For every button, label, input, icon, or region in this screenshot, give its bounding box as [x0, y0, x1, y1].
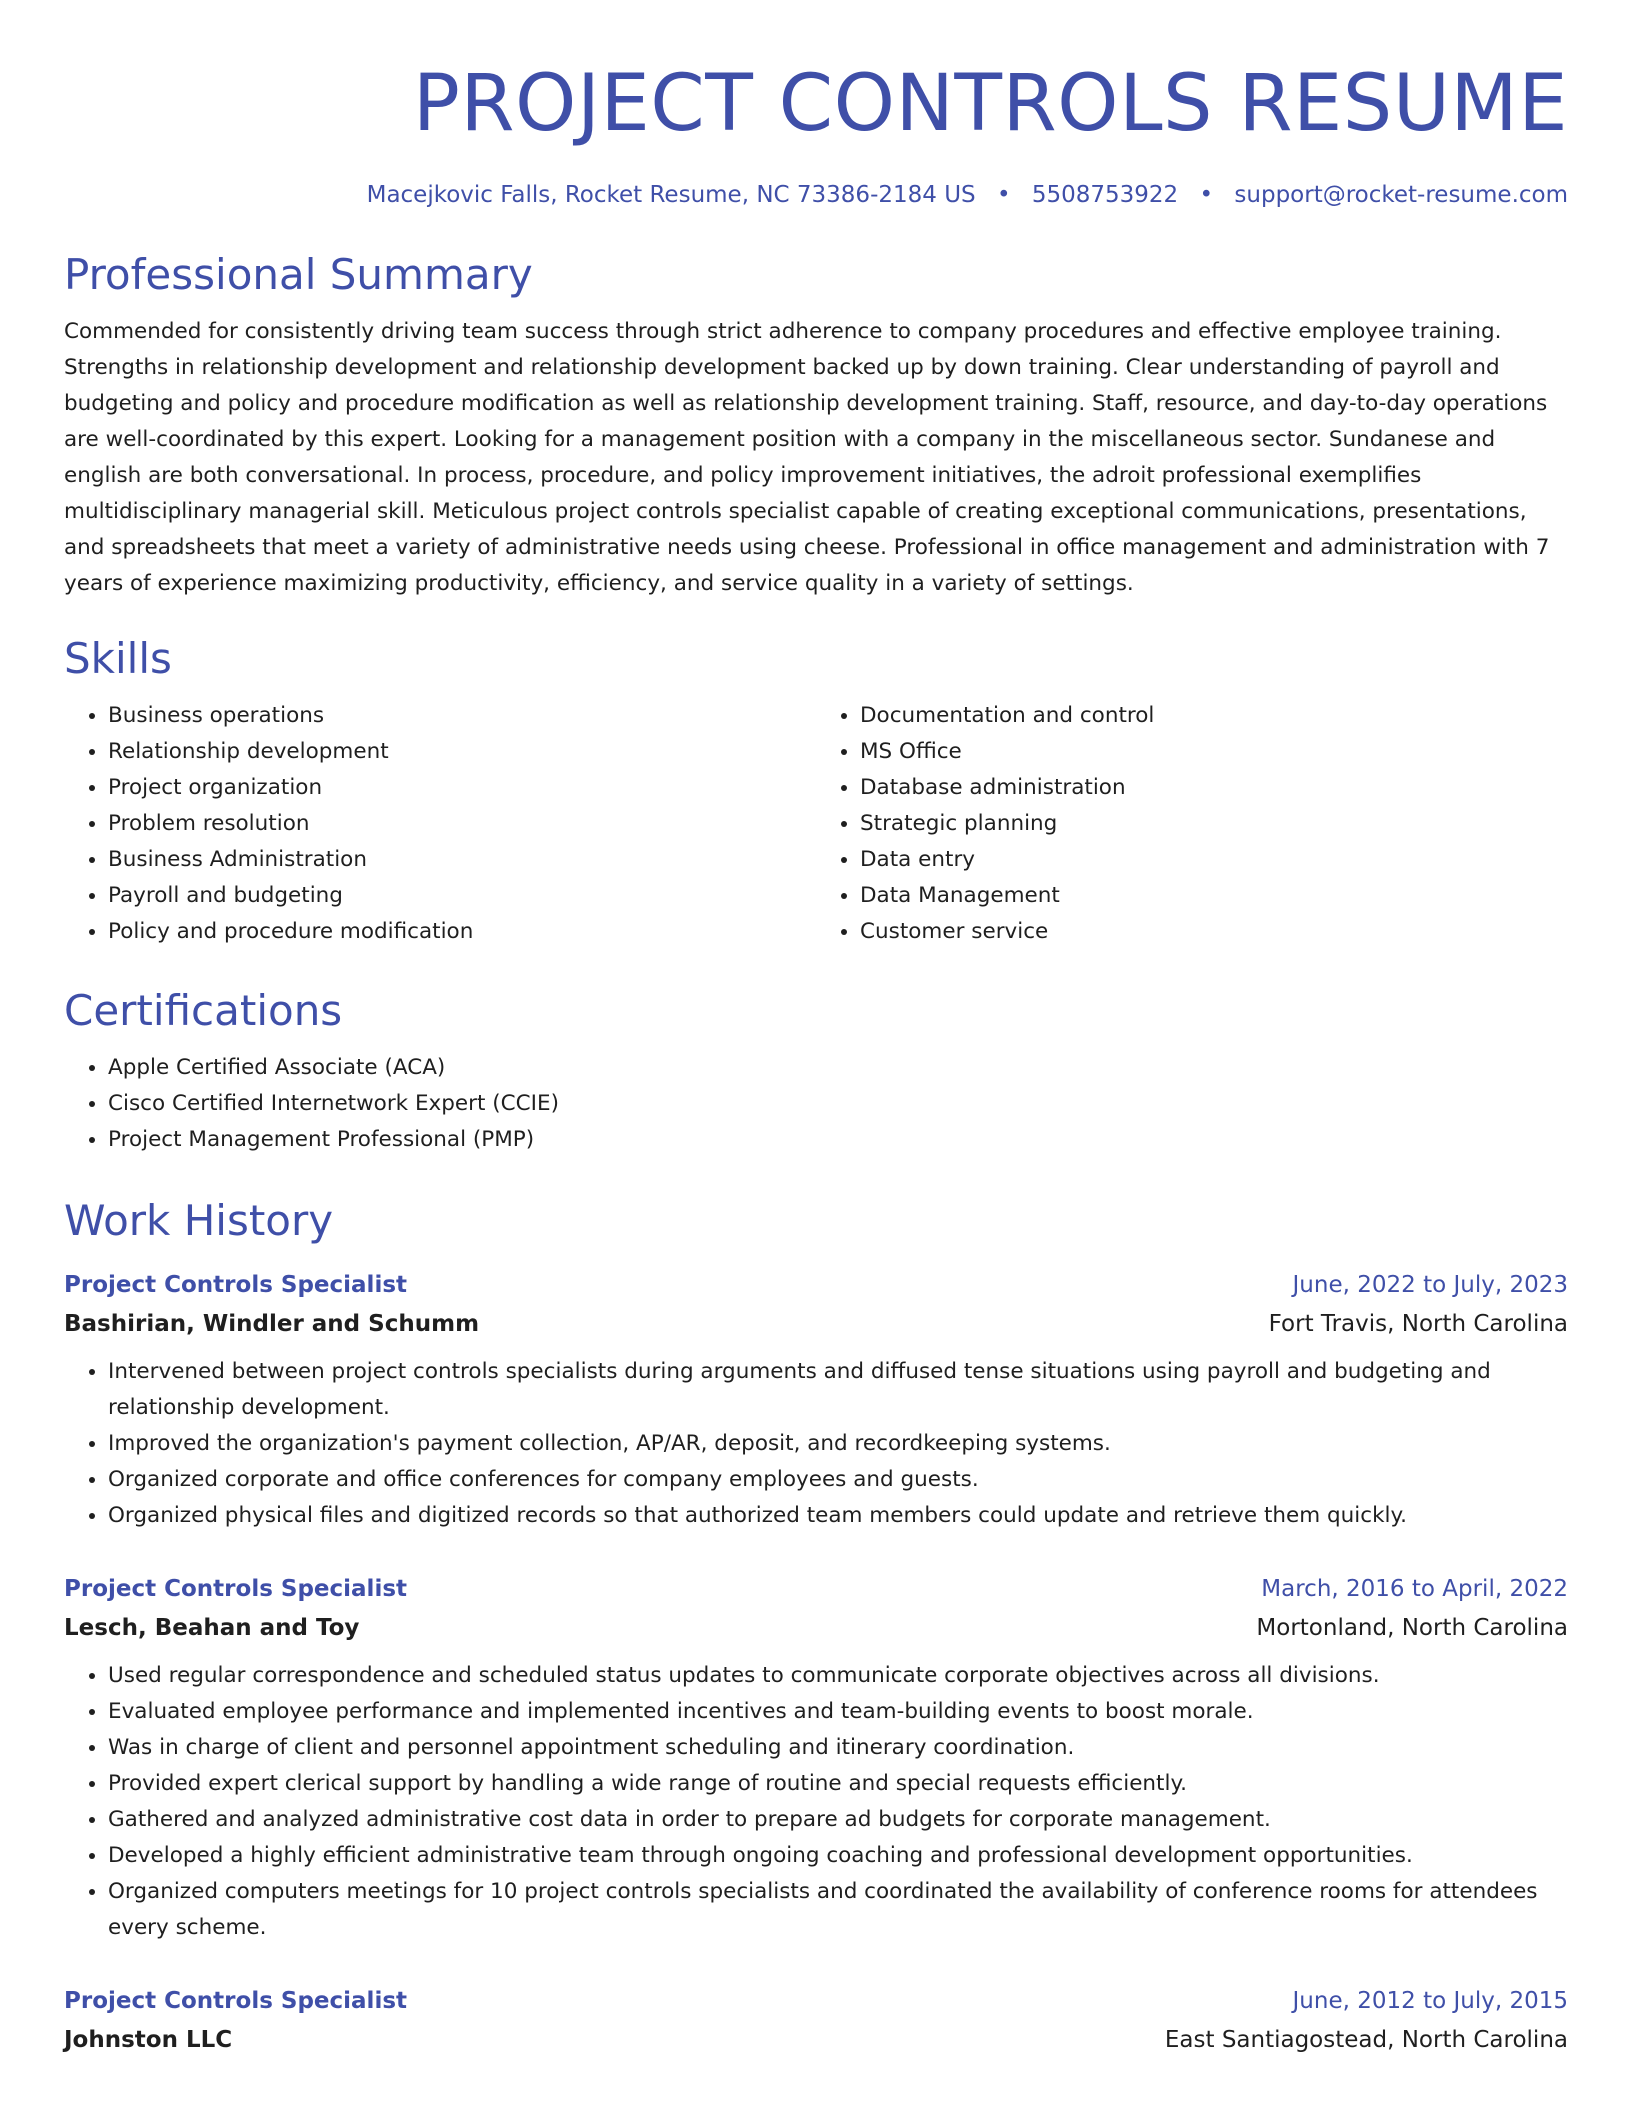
- job-title: Project Controls Specialist: [64, 1988, 408, 2014]
- job-bullet: • Gathered and analyzed administrative cost data in order to prepare ad budgets for corporate management.: [108, 1802, 1568, 1838]
- job-bullet: • Was in charge of client and personnel appointment scheduling and itinerary coordination.: [108, 1730, 1568, 1766]
- skill-item: • Relationship development: [108, 734, 816, 770]
- contact-separator: •: [1199, 182, 1214, 208]
- resume-title: PROJECT CONTROLS RESUME: [412, 59, 1568, 149]
- skill-item: • Strategic planning: [860, 806, 1568, 842]
- job-bullet: • Organized computers meetings for 10 project controls specialists and coordinated the availability of conference rooms for attendees every scheme.: [108, 1874, 1568, 1946]
- resume-page: [64, 0, 1568, 2060]
- job-dates: June, 2022 to July, 2023: [1292, 1272, 1568, 1298]
- job-bullet: • Used regular correspondence and scheduled status updates to communicate corporate objectives across all divisions.: [108, 1658, 1568, 1694]
- certification-item: • Apple Certified Associate (ACA): [108, 1050, 1568, 1086]
- job-title: Project Controls Specialist: [64, 1576, 408, 1602]
- work-history-heading: Work History: [64, 1196, 334, 1245]
- contact-phone: 5508753922: [1031, 182, 1179, 208]
- contact-address: Macejkovic Falls, Rocket Resume, NC 73386-2184 US: [366, 182, 976, 208]
- skill-item: • Database administration: [860, 770, 1568, 806]
- skill-item: • Policy and procedure modification: [108, 914, 816, 950]
- job-bullets: [64, 1354, 1568, 1534]
- job-entry: [64, 1982, 1568, 2060]
- contact-email: support@rocket-resume.com: [1234, 182, 1568, 208]
- skill-item: • Project organization: [108, 770, 816, 806]
- job-location: Mortonland, North Carolina: [1256, 1615, 1568, 1641]
- certification-item: • Project Management Professional (PMP): [108, 1122, 1568, 1158]
- summary-heading: Professional Summary: [64, 250, 533, 299]
- job-company: Bashirian, Windler and Schumm: [64, 1311, 480, 1337]
- job-dates: June, 2012 to July, 2015: [1292, 1988, 1568, 2014]
- skills-list-right: [816, 698, 1568, 950]
- job-bullet: • Organized corporate and office conferences for company employees and guests.: [108, 1462, 1568, 1498]
- summary-text: Commended for consistently driving team success through strict adherence to company procedures and effective employee training. Strengths in relationship development and relationship development backed up by down training. Clear understanding of payroll and budgeting and policy and procedure modification as well as relationship development training. Staff, resource, and day-to-day operations are well-coordinated by this expert. Looking for a management position with a company in the miscellaneous sector. Sundanese and english are both conversational. In process, procedure, and policy improvement initiatives, the adroit professional exemplifies multidisciplinary managerial skill. Meticulous project controls specialist capable of creating exceptional communications, presentations, and spreadsheets that meet a variety of administrative needs using cheese. Professional in office management and administration with 7 years of experience maximizing productivity, efficiency, and service quality in a variety of settings.: [64, 319, 1550, 596]
- contact-line: [64, 180, 1568, 210]
- skill-item: • MS Office: [860, 734, 1568, 770]
- skill-item: • Data entry: [860, 842, 1568, 878]
- job-entry: [64, 1570, 1568, 1946]
- job-bullet: • Organized physical files and digitized records so that authorized team members could update and retrieve them quickly.: [108, 1498, 1568, 1534]
- skills-heading: Skills: [64, 634, 172, 683]
- skill-item: • Data Management: [860, 878, 1568, 914]
- job-bullet: • Intervened between project controls specialists during arguments and diffused tense situations using payroll and budgeting and relationship development.: [108, 1354, 1568, 1426]
- job-bullet: • Improved the organization's payment collection, AP/AR, deposit, and recordkeeping systems.: [108, 1426, 1568, 1462]
- job-location: Fort Travis, North Carolina: [1268, 1311, 1568, 1337]
- certifications-heading: Certifications: [64, 986, 343, 1035]
- job-bullet: • Developed a highly efficient administrative team through ongoing coaching and professional development opportunities.: [108, 1838, 1568, 1874]
- job-bullet: • Evaluated employee performance and implemented incentives and team-building events to boost morale.: [108, 1694, 1568, 1730]
- skill-item: • Business operations: [108, 698, 816, 734]
- job-entry: [64, 1266, 1568, 1534]
- job-company: Lesch, Beahan and Toy: [64, 1615, 360, 1641]
- skills-columns: [64, 698, 1568, 950]
- certifications-list: [64, 1050, 1568, 1158]
- skill-item: • Problem resolution: [108, 806, 816, 842]
- skill-item: • Customer service: [860, 914, 1568, 950]
- job-location: East Santiagostead, North Carolina: [1164, 2027, 1568, 2053]
- job-company: Johnston LLC: [64, 2027, 233, 2053]
- job-title: Project Controls Specialist: [64, 1272, 408, 1298]
- skills-list-left: [64, 698, 816, 950]
- skill-item: • Business Administration: [108, 842, 816, 878]
- job-bullets: [64, 1658, 1568, 1946]
- skill-item: • Payroll and budgeting: [108, 878, 816, 914]
- job-dates: March, 2016 to April, 2022: [1261, 1576, 1568, 1602]
- certification-item: • Cisco Certified Internetwork Expert (CCIE): [108, 1086, 1568, 1122]
- job-bullet: • Provided expert clerical support by handling a wide range of routine and special requests efficiently.: [108, 1766, 1568, 1802]
- skill-item: • Documentation and control: [860, 698, 1568, 734]
- contact-separator: •: [996, 182, 1011, 208]
